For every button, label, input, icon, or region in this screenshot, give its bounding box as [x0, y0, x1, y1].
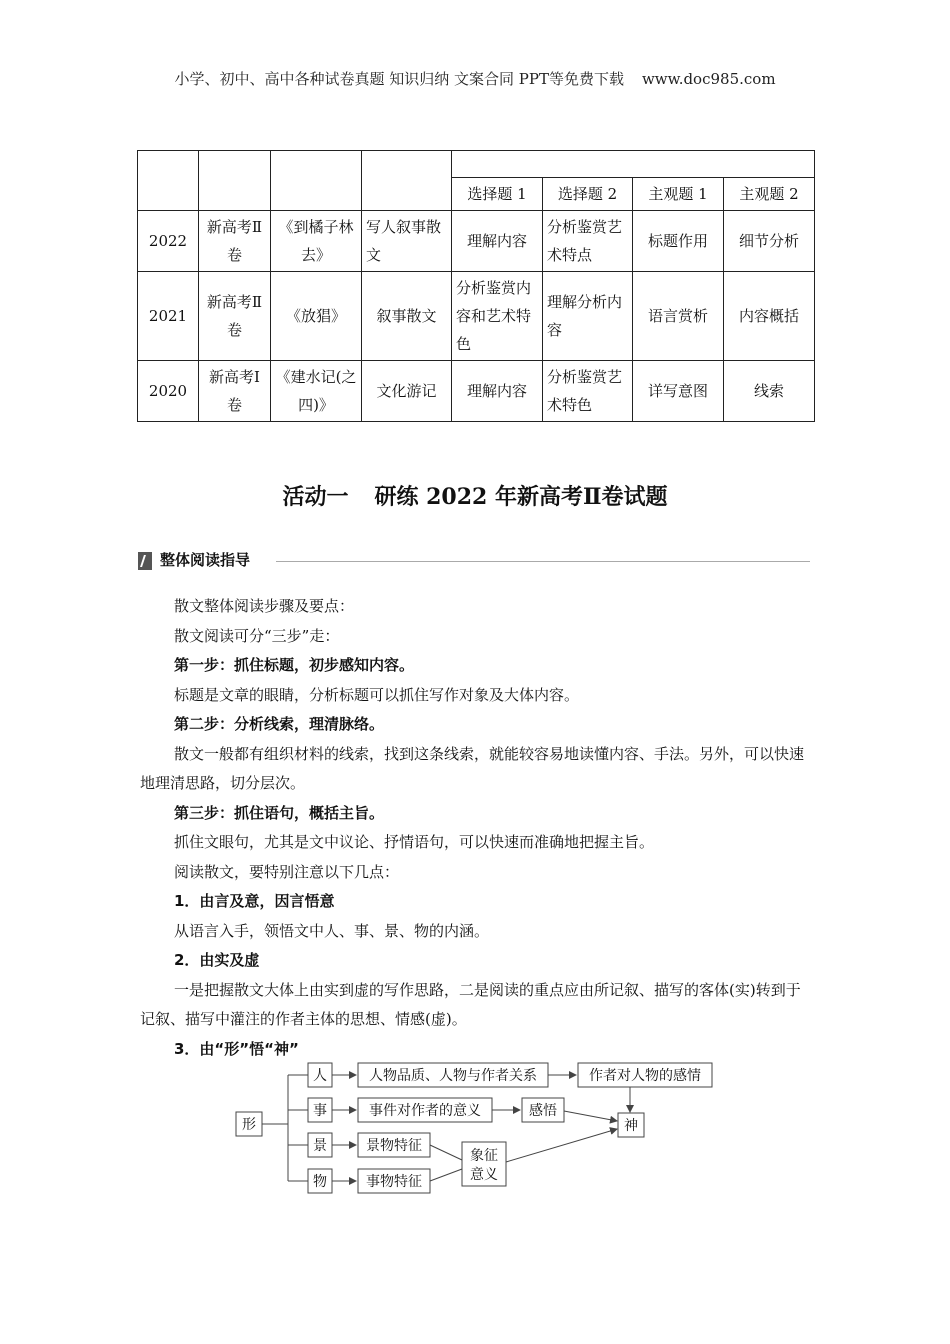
- table-row: [138, 211, 815, 272]
- diagram-label: 景物特征: [366, 1138, 422, 1154]
- genre-cell: 文化游记: [362, 361, 452, 422]
- section-header: [138, 548, 810, 574]
- article-body: [140, 592, 812, 1064]
- paragraph: 散文阅读可分“三步”走：: [174, 626, 340, 645]
- section-title: 整体阅读指导: [160, 551, 251, 569]
- page-header: [0, 68, 950, 89]
- table-row: [138, 272, 815, 361]
- header-text: 小学、初中、高中各种试卷真题 知识归纳 文案合同 PPT等免费下载: [174, 70, 624, 88]
- diagram-label: 感悟: [529, 1103, 557, 1119]
- activity-title: [0, 480, 950, 511]
- year-cell: 2022: [138, 211, 199, 272]
- step-heading: 第二步：分析线索，理清脉络。: [174, 715, 385, 733]
- paragraph: 散文整体阅读步骤及要点：: [174, 597, 355, 615]
- diagram-label: 人物品质、人物与作者关系: [369, 1068, 537, 1084]
- q4-cell: 线索: [724, 361, 815, 422]
- year-cell: 2020: [138, 361, 199, 422]
- q4-cell: 细节分析: [724, 211, 815, 272]
- exam-table: [137, 150, 815, 422]
- genre-cell: 写人叙事散文: [362, 211, 452, 272]
- diagram-label: 事: [313, 1103, 327, 1119]
- paragraph: 标题是文章的眼睛，分析标题可以抓住写作对象及大体内容。: [174, 685, 580, 704]
- subheader-cell: 选择题 1: [452, 178, 543, 211]
- q2-cell: 分析鉴赏艺术特色: [543, 361, 633, 422]
- form-spirit-diagram: [230, 1058, 720, 1198]
- q2-cell: 分析鉴赏艺术特点: [543, 211, 633, 272]
- paper-cell: 新高考Ⅱ卷: [199, 272, 271, 361]
- step-heading: 第一步：抓住标题，初步感知内容。: [174, 656, 415, 674]
- header-url[interactable]: www.doc985.com: [641, 70, 776, 88]
- q3-cell: 语言赏析: [633, 272, 724, 361]
- paragraph: 从语言入手，领悟文中人、事、景、物的内涵。: [174, 921, 490, 940]
- genre-cell: 叙事散文: [362, 272, 452, 361]
- paragraph: 阅读散文，要特别注意以下几点：: [174, 862, 400, 881]
- q1-cell: 分析鉴赏内容和艺术特色: [452, 272, 543, 361]
- diagram-label: 形: [242, 1117, 256, 1133]
- title-cell: 《建水记(之四)》: [271, 361, 362, 422]
- paper-cell: 新高考Ⅰ卷: [199, 361, 271, 422]
- diagram-label: 神: [624, 1118, 638, 1134]
- point-heading: 2．由实及虚: [174, 951, 260, 969]
- step-heading: 第三步：抓住语句，概括主旨。: [174, 803, 385, 822]
- diagram-label: 象征: [470, 1148, 498, 1164]
- connector-line: [262, 1075, 308, 1181]
- diagram-label: 人: [313, 1068, 327, 1084]
- year-cell: 2021: [138, 272, 199, 361]
- paragraph: 抓住文眼句，尤其是文中议论、抒情语句，可以快速而准确地把握主旨。: [174, 833, 655, 851]
- q1-cell: 理解内容: [452, 211, 543, 272]
- connector-line: [430, 1145, 462, 1181]
- diagram-label: 事物特征: [366, 1174, 422, 1190]
- point-heading: 3．由“形”悟“神”: [174, 1039, 299, 1058]
- activity-label: 活动一: [282, 484, 349, 510]
- subheader-cell: 主观题 2: [724, 178, 815, 211]
- activity-heading: 研练 2022 年新高考Ⅱ卷试题: [374, 484, 668, 510]
- section-divider: [276, 561, 810, 562]
- table-row: [138, 361, 815, 422]
- subheader-cell: 选择题 2: [543, 178, 633, 211]
- q4-cell: 内容概括: [724, 272, 815, 361]
- diagram-label: 景: [313, 1138, 327, 1154]
- q3-cell: 详写意图: [633, 361, 724, 422]
- q3-cell: 标题作用: [633, 211, 724, 272]
- diagram-label: 作者对人物的感情: [589, 1068, 701, 1084]
- subheader-cell: 主观题 1: [633, 178, 724, 211]
- paper-cell: 新高考Ⅱ卷: [199, 211, 271, 272]
- arrow: [506, 1129, 617, 1162]
- title-cell: 《放猖》: [271, 272, 362, 361]
- q1-cell: 理解内容: [452, 361, 543, 422]
- diagram-label: 物: [313, 1174, 327, 1190]
- paragraph: 散文一般都有组织材料的线索，找到这条线索，就能较容易地读懂内容、手法。另外，可以快速地理清思路，切分层次。: [140, 744, 805, 792]
- diagram-label: 意义: [470, 1167, 498, 1183]
- table-header-row: [138, 151, 815, 178]
- arrow: [564, 1111, 617, 1121]
- section-marker-icon: [138, 552, 152, 570]
- diagram-label: 事件对作者的意义: [369, 1103, 481, 1119]
- title-cell: 《到橘子林去》: [271, 211, 362, 272]
- q2-cell: 理解分析内容: [543, 272, 633, 361]
- paragraph: 一是把握散文大体上由实到虚的写作思路，二是阅读的重点应由所记叙、描写的客体(实)转到于记叙、描写中灌注的作者主体的思想、情感(虚)。: [140, 980, 801, 1028]
- point-heading: 1．由言及意，因言悟意: [174, 892, 335, 910]
